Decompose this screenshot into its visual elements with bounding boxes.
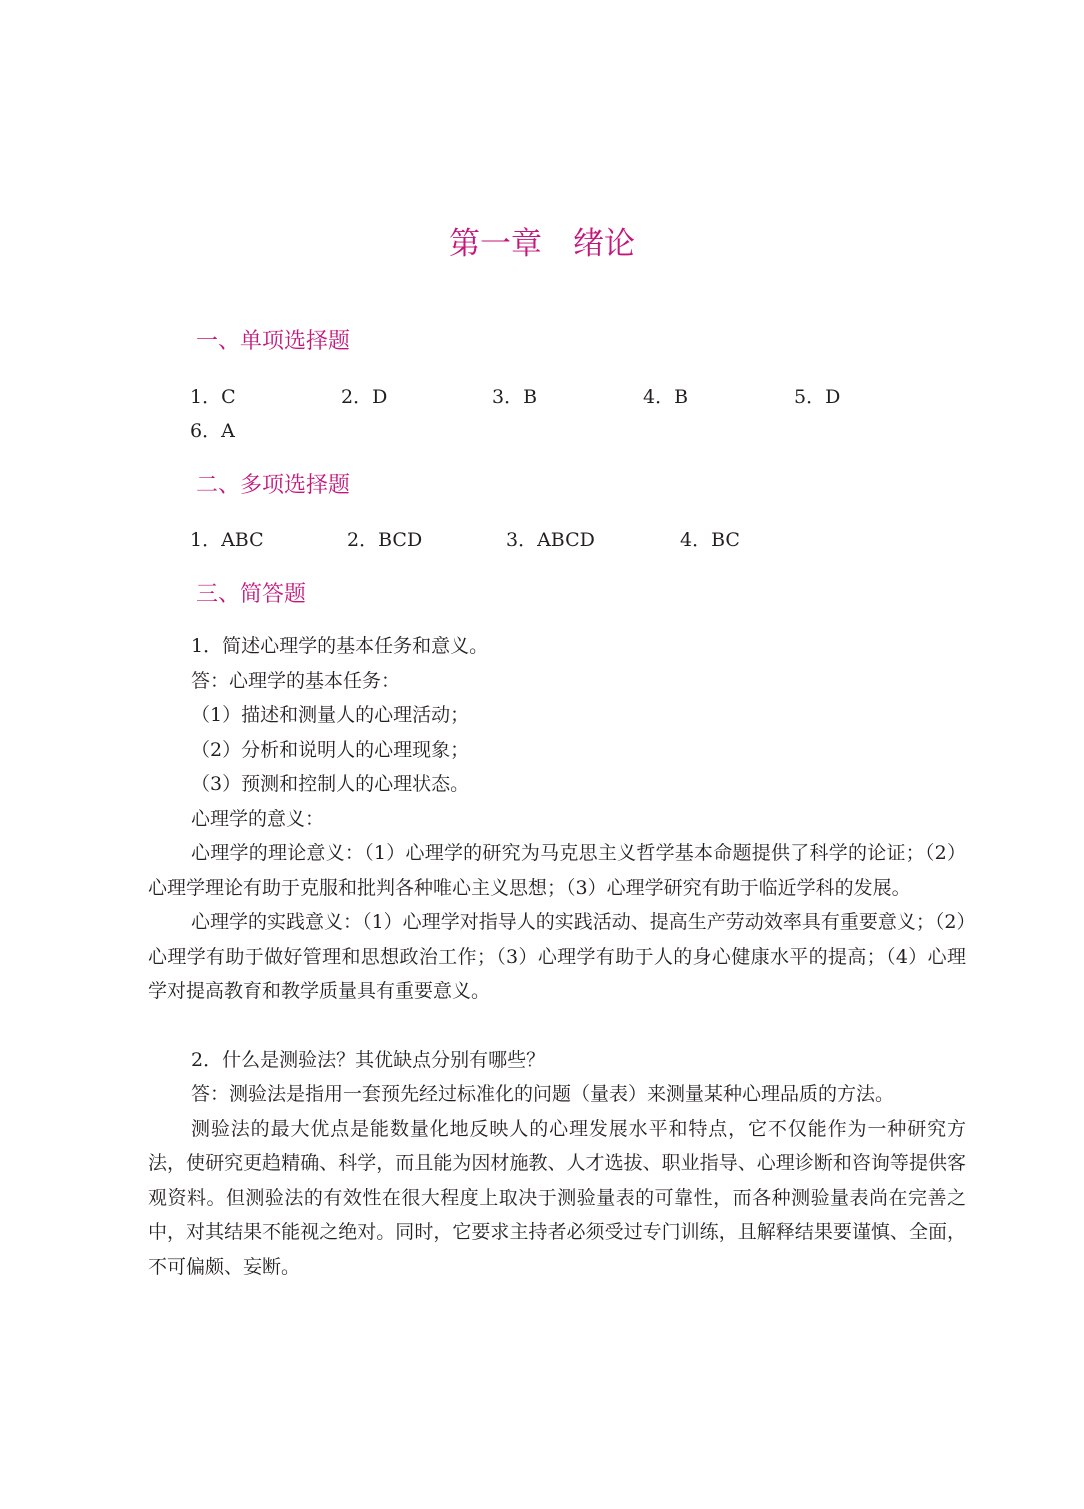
answer-2: 答：测验法是指用一套预先经过标准化的问题（量表）来测量某种心理品质的方法。 <box>191 1083 895 1105</box>
answer-item: 3．B <box>492 386 538 408</box>
heading-short-answer: 三、简答题 <box>196 582 307 607</box>
answer-1-intro: 答：心理学的基本任务： <box>191 669 401 692</box>
heading-single-choice: 一、单项选择题 <box>196 329 351 354</box>
answer-item: 3．ABCD <box>506 529 595 551</box>
answer-item: 6．A <box>190 420 235 442</box>
significance-label: 心理学的意义： <box>191 807 325 830</box>
testing-method-paragraph: 测验法的最大优点是能数量化地反映人的心理发展水平和特点，它不仅能作为一种研究方法，使研究更趋精确、科学，而且能为因材施教、人才选拔、职业指导、心理诊断和咨询等提供客观资料。但测验法的有效性在很大程度上取决于测验量表的可靠性，而各种测验量表尚在完善之中，对其结果不能视之绝对。同时，它要求主持者必须受过专门训练，且解释结果要谨慎、全面，不可偏颇、妄断。 <box>148 1117 966 1278</box>
answer-item: 4．BC <box>680 529 740 551</box>
theory-significance-paragraph: 心理学的理论意义：（1）心理学的研究为马克思主义哲学基本命题提供了科学的论证；（2）心理学理论有助于克服和批判各种唯心主义思想；（3）心理学研究有助于临近学科的发展。 <box>148 842 966 899</box>
question-1: 1．简述心理学的基本任务和意义。 <box>191 635 489 657</box>
task-item: （1）描述和测量人的心理活动； <box>191 704 470 726</box>
chapter-title: 第一章 绪论 <box>449 226 635 262</box>
answer-item: 1．C <box>190 386 236 408</box>
task-item: （3）预测和控制人的心理状态。 <box>191 773 470 795</box>
practice-significance-paragraph: 心理学的实践意义：（1）心理学对指导人的实践活动、提高生产劳动效率具有重要意义；（2）心理学有助于做好管理和思想政治工作；（3）心理学有助于人的身心健康水平的提高；（4）心理学对提高教育和教学质量具有重要意义。 <box>148 911 966 1002</box>
task-item: （2）分析和说明人的心理现象； <box>191 738 470 761</box>
answer-item: 2．D <box>341 386 388 408</box>
paragraph-gap <box>148 1009 966 1043</box>
heading-multiple-choice: 二、多项选择题 <box>196 473 351 498</box>
answer-item: 1．ABC <box>190 529 264 551</box>
answer-item: 5．D <box>794 386 841 408</box>
short-answer-body <box>148 629 966 1284</box>
answer-item: 4．B <box>643 386 689 408</box>
question-2: 2．什么是测验法？其优缺点分别有哪些？ <box>191 1048 546 1071</box>
answer-item: 2．BCD <box>347 529 423 551</box>
